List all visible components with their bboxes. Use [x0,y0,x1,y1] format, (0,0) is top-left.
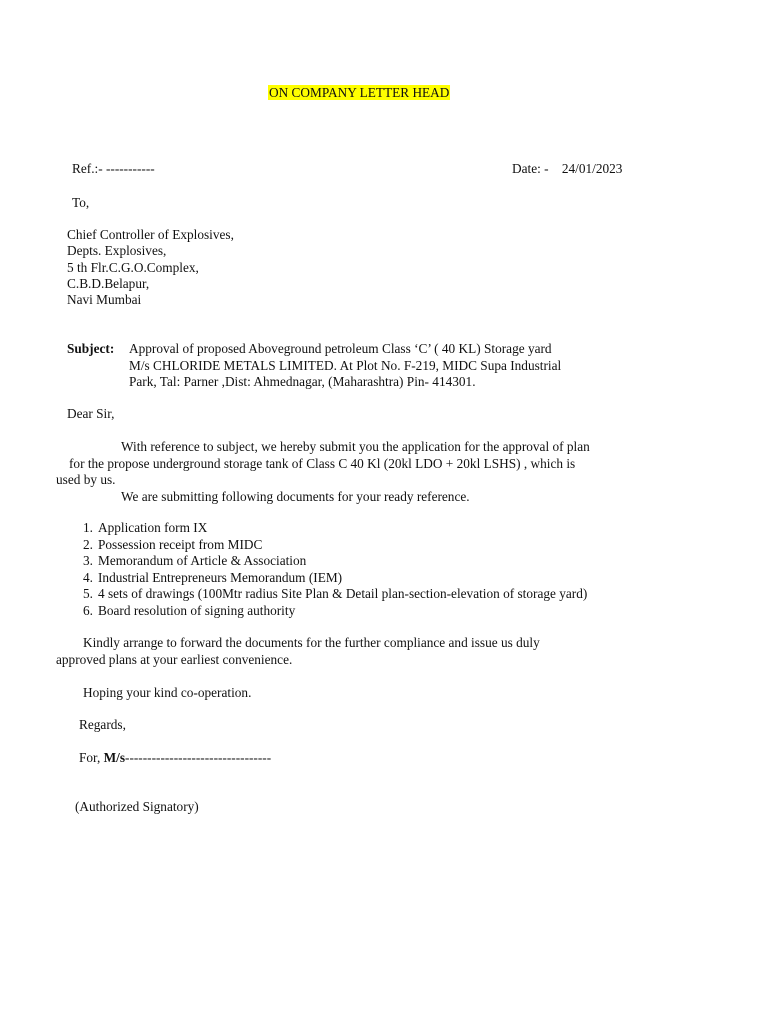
reference-number: Ref.:- ----------- [72,161,155,176]
address-line: Depts. Explosives, [67,243,167,258]
subject-line: Approval of proposed Aboveground petroleum Class ‘C’ ( 40 KL) Storage yard [129,341,552,356]
closing-line: approved plans at your earliest convenience. [56,652,293,667]
date-label: Date: - [512,161,549,176]
address-line: Chief Controller of Explosives, [67,227,234,242]
list-item: 6. Board resolution of signing authority [83,602,296,618]
regards: Regards, [79,717,126,732]
for-label: For, [79,750,101,765]
subject-label: Subject: [67,341,115,356]
company-blank: --------------------------------- [125,750,272,765]
list-item: 5. 4 sets of drawings (100Mtr radius Site Plan & Detail plan-section-elevation of storage yard) [83,586,588,601]
salutation: Dear Sir, [67,406,115,421]
body-line: for the propose underground storage tank of Class C 40 Kl (20kl LDO + 20kl LSHS) , which is [69,456,576,471]
list-item: 2. Possession receipt from MIDC [83,536,263,552]
date-value: 24/01/2023 [561,161,623,176]
closing-line: Kindly arrange to forward the documents for the further compliance and issue us duly [83,635,540,650]
for-company-line [79,751,271,764]
address-line: C.B.D.Belapur, [67,276,150,291]
addressee-to: To, [72,195,90,210]
authorized-signatory: (Authorized Signatory) [75,799,199,814]
list-item: 1. Application form IX [83,520,208,535]
body-line: used by us. [56,472,116,487]
list-item: 3. Memorandum of Article & Association [83,553,307,568]
letterhead-placeholder: ON COMPANY LETTER HEAD [269,85,450,100]
subject-line: M/s CHLORIDE METALS LIMITED. At Plot No. F-219, MIDC Supa Industrial [129,358,562,373]
list-item: 4. Industrial Entrepreneurs Memorandum (IEM) [83,569,343,585]
subject-line: Park, Tal: Parner ,Dist: Ahmednagar, (Maharashtra) Pin- 414301. [129,374,476,389]
date-line [512,162,622,175]
body-line: We are submitting following documents for your ready reference. [121,489,470,504]
address-line: Navi Mumbai [67,292,142,307]
company-prefix: M/s [103,750,126,765]
documents-list [83,521,587,620]
address-line: 5 th Flr.C.G.O.Complex, [67,260,199,275]
hoping-line: Hoping your kind co-operation. [83,685,252,700]
body-line: With reference to subject, we hereby submit you the application for the approval of plan [121,439,590,454]
